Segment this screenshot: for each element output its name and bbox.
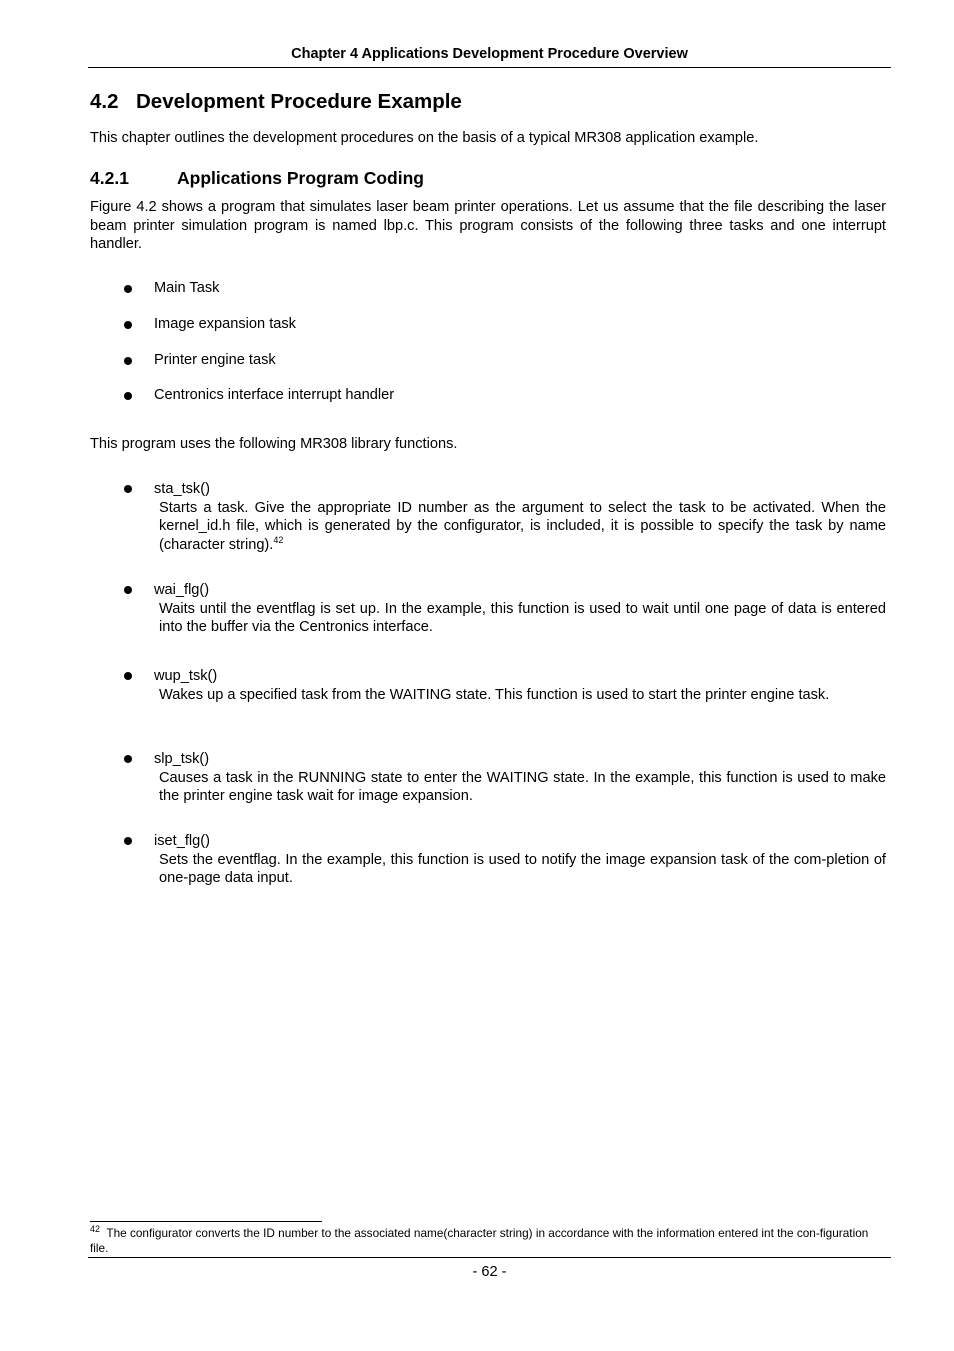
list-item-label: Image expansion task [154,316,296,332]
intro-paragraph: This chapter outlines the development procedures on the basis of a typical MR308 application example. [90,130,759,146]
subsection-heading [90,168,424,189]
section-title: Development Procedure Example [136,90,462,113]
function-name: wai_flg() [154,582,210,598]
function-description: Waits until the eventflag is set up. In the example, this function is used to wait until one page of data is entered into the buffer via the Centronics interface. [159,600,886,635]
function-name: iset_flg() [154,833,210,849]
footnote [90,1226,882,1256]
page-header: Chapter 4 Applications Development Procedure Overview [291,46,688,62]
function-name: slp_tsk() [154,751,210,767]
body-paragraph: Figure 4.2 shows a program that simulates laser beam printer operations. Let us assume that the file describing the laser beam printer simulation program is named lbp.c. This program consists of the following three tasks and one interrupt handler. [90,199,886,252]
function-name: sta_tsk() [154,481,210,497]
footnote-ref: 42 [273,534,284,545]
footnote-rule [90,1221,322,1222]
bullet-icon [124,586,132,594]
page-number: - 62 - [472,1264,507,1280]
list-item-label: Main Task [154,280,220,296]
bullet-icon [124,755,132,763]
bullet-icon [124,285,132,293]
footer-rule [88,1257,891,1258]
header-rule [88,67,891,68]
bullet-icon [124,321,132,329]
function-description: Starts a task. Give the appropriate ID number as the argument to select the task to be activated. When the kernel_id.h file, which is generated by the configurator, is included, it is possible to specify the task by name (character string).$^{42}$ [159,499,886,553]
subsection-title: Applications Program Coding [177,168,424,188]
bullet-icon [124,672,132,680]
footnote-text: The configurator converts the ID number to the associated name(character string) in accordance with the information entered int the con-figuration file. [90,1226,869,1255]
bullet-icon [124,357,132,365]
function-description: Sets the eventflag. In the example, this function is used to notify the image expansion task of the com-pletion of one-page data input. [159,851,886,886]
section-heading [90,90,462,114]
subsection-number: 4.2.1 [90,168,129,188]
function-name: wup_tsk() [154,668,218,684]
bullet-icon [124,392,132,400]
list-item-label: Printer engine task [154,352,276,368]
function-description: Causes a task in the RUNNING state to enter the WAITING state. In the example, this function is used to make the printer engine task wait for image expansion. [159,769,886,804]
bullet-icon [124,485,132,493]
function-description: Wakes up a specified task from the WAITING state. This function is used to start the printer engine task. [159,686,830,703]
list-item-label: Centronics interface interrupt handler [154,387,395,403]
bullet-icon [124,837,132,845]
footnote-number: 42 [90,1224,101,1235]
body-paragraph: This program uses the following MR308 library functions. [90,436,458,452]
section-number: 4.2 [90,90,119,113]
